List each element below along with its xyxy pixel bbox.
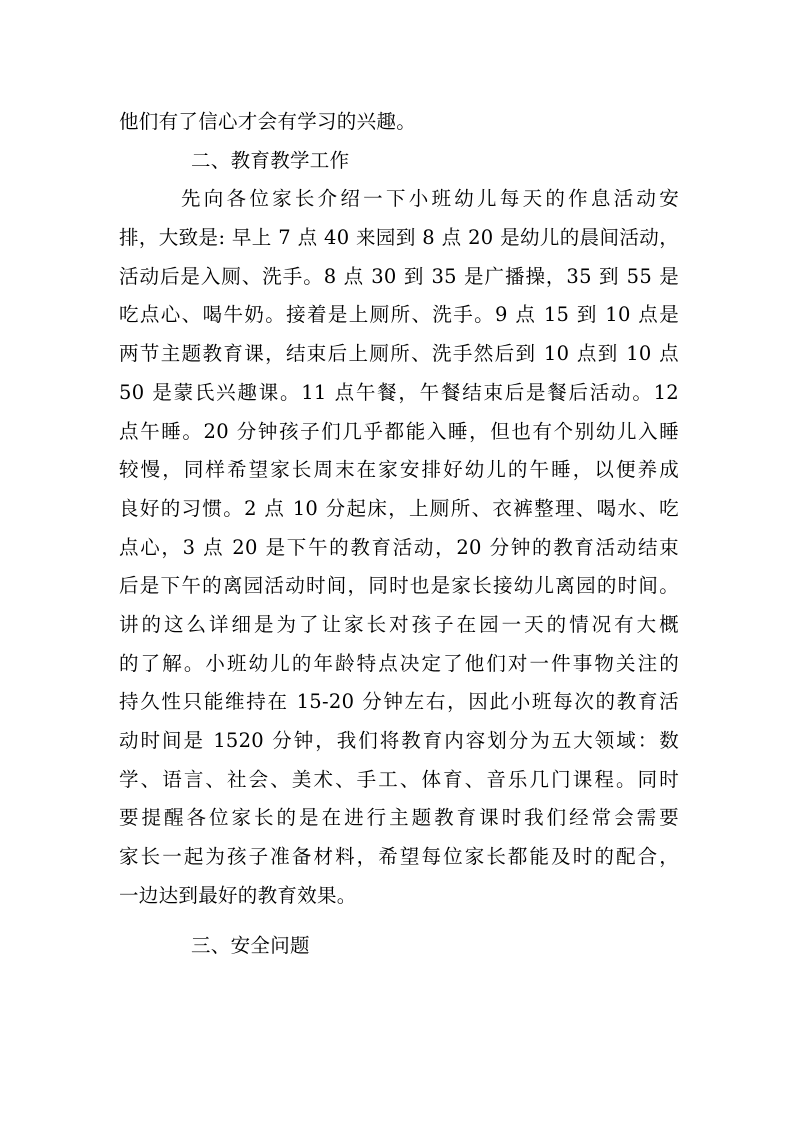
paragraph-line: 动时间是 1520 分钟，我们将教育内容划分为五大领域：数 xyxy=(119,729,679,752)
section-gap xyxy=(119,915,679,927)
intro-line: 他们有了信心才会有学习的兴趣。 xyxy=(119,110,417,133)
paragraph-line: 的了解。小班幼儿的年龄特点决定了他们对一件事物关注的 xyxy=(119,651,679,675)
section-heading-safety: 三、安全问题 xyxy=(191,934,310,958)
paragraph-line: 50 是蒙氏兴趣课。11 点午餐，午餐结束后是餐后活动。12 xyxy=(119,380,679,404)
paragraph-line: 讲的这么详细是为了让家长对孩子在园一天的情况有大概 xyxy=(119,612,679,636)
document-page xyxy=(119,103,679,966)
paragraph-line: 活动后是入厕、洗手。8 点 30 到 35 是广播操，35 到 55 是 xyxy=(119,264,679,288)
paragraph-line: 良好的习惯。2 点 10 分起床，上厕所、衣裤整理、喝水、吃 xyxy=(119,496,679,520)
paragraph-line: 点心，3 点 20 是下午的教育活动，20 分钟的教育活动结束 xyxy=(119,535,679,559)
paragraph-line: 学、语言、社会、美术、手工、体育、音乐几门课程。同时 xyxy=(119,767,679,791)
paragraph-line: 后是下午的离园活动时间，同时也是家长接幼儿离园的时间。 xyxy=(119,574,679,598)
paragraph-line: 较慢，同样希望家长周末在家安排好幼儿的午睡，以便养成 xyxy=(119,458,679,482)
paragraph-line: 持久性只能维持在 15-20 分钟左右，因此小班每次的教育活 xyxy=(119,690,679,714)
paragraph-line: 要提醒各位家长的是在进行主题教育课时我们经常会需要 xyxy=(119,806,679,830)
paragraph-line: 一边达到最好的教育效果。 xyxy=(119,883,357,907)
paragraph-line: 点午睡。20 分钟孩子们几乎都能入睡，但也有个别幼儿入睡 xyxy=(119,419,679,443)
paragraph-line: 排，大致是: 早上 7 点 40 来园到 8 点 20 是幼儿的晨间活动， xyxy=(119,226,679,250)
paragraph-line: 家长一起为孩子准备材料，希望每位家长都能及时的配合， xyxy=(119,845,679,869)
paragraph-line: 先向各位家长介绍一下小班幼儿每天的作息活动安 xyxy=(181,187,679,211)
section-heading-education: 二、教育教学工作 xyxy=(191,148,350,172)
paragraph-line: 两节主题教育课，结束后上厕所、洗手然后到 10 点到 10 点 xyxy=(119,342,679,366)
paragraph-line: 吃点心、喝牛奶。接着是上厕所、洗手。9 点 15 到 10 点是 xyxy=(119,303,679,327)
section-body-education xyxy=(119,180,679,915)
